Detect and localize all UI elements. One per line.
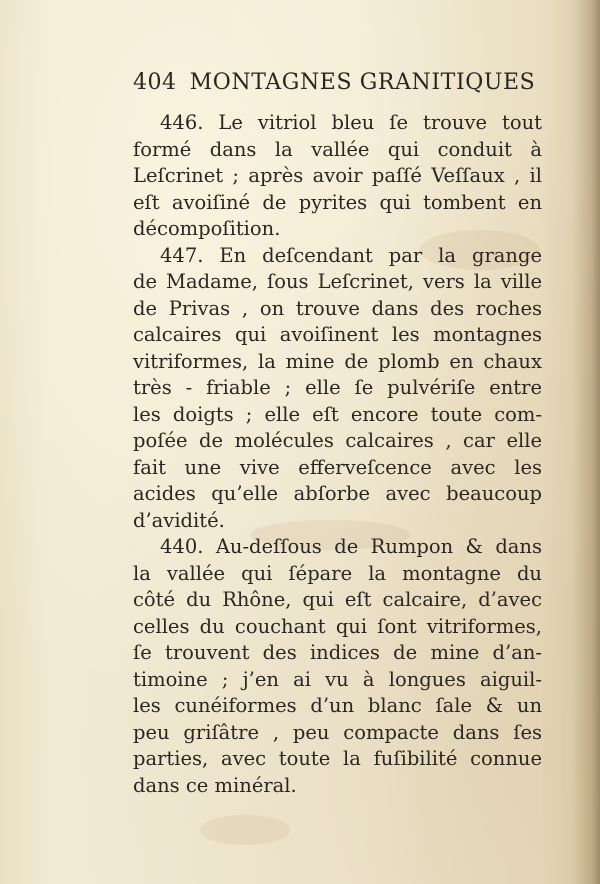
- text-line: les doigts ; elle eſt encore toute com-: [133, 402, 542, 426]
- text-line: parties, avec toute la fuſibilité connue: [133, 747, 542, 770]
- text-line: d’avidité.: [133, 508, 225, 532]
- text-line: celles du couchant qui ſont vitriformes,: [133, 614, 542, 638]
- text-line: calcaires qui avoiſinent les montagnes: [133, 323, 542, 346]
- text-line: très - friable ; elle ſe pulvériſe entre: [133, 376, 542, 399]
- running-title: MONTAGNES GRANITIQUES: [189, 70, 536, 95]
- text-line: vitriformes, la mine de plomb en chaux: [133, 349, 542, 373]
- text-line: décompoſition.: [133, 217, 281, 240]
- paper-stain: [200, 815, 290, 845]
- text-line: 447. En deſcendant par la grange: [160, 243, 542, 267]
- page-edge-shadow: [572, 0, 600, 884]
- text-line: de Madame, ſous Leſcrinet, vers la ville: [133, 270, 542, 293]
- text-line: 440. Au-deſſous de Rumpon & dans: [160, 535, 542, 558]
- text-line: Leſcrinet ; après avoir paſſé Veſſaux , il: [133, 164, 542, 187]
- page-number: 404: [133, 70, 177, 95]
- text-line: ſe trouvent des indices de mine d’an-: [133, 641, 542, 664]
- text-line: formé dans la vallée qui conduit à: [133, 137, 542, 161]
- page-header: [133, 70, 553, 95]
- text-line: dans ce minéral.: [133, 773, 297, 797]
- text-line: eſt avoiſiné de pyrites qui tombent en: [133, 190, 542, 214]
- text-line: de Privas , on trouve dans des roches: [133, 296, 542, 320]
- body-text: [133, 110, 542, 799]
- text-line: les cunéiformes d’un blanc ſale & un: [133, 694, 542, 717]
- text-line: acides qu’elle abſorbe avec beaucoup: [133, 482, 542, 505]
- text-line: poſée de molécules calcaires , car elle: [133, 429, 542, 452]
- text-line: côté du Rhône, qui eſt calcaire, d’avec: [133, 588, 542, 611]
- text-line: peu griſâtre , peu compacte dans ſes: [133, 720, 542, 744]
- text-line: fait une vive efferveſcence avec les: [133, 455, 542, 479]
- text-line: timoine ; j’en ai vu à longues aiguil-: [133, 667, 542, 691]
- text-line: 446. Le vitriol bleu ſe trouve tout: [160, 111, 542, 134]
- text-line: la vallée qui ſépare la montagne du: [133, 561, 542, 585]
